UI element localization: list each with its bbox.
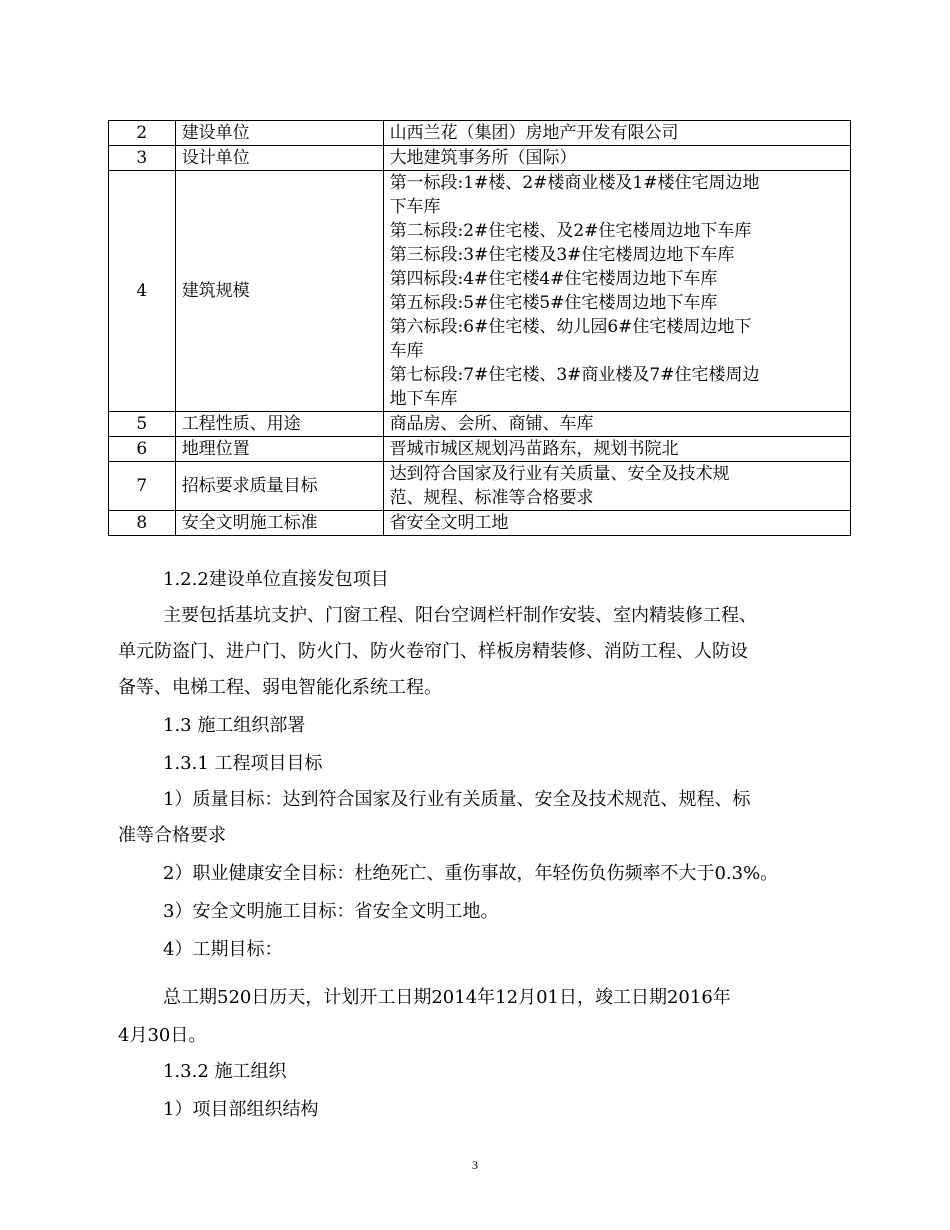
goal-civilized: 3）安全文明施工目标：省安全文明工地。 <box>163 901 499 922</box>
row-label: 建筑规模 <box>175 171 383 412</box>
paragraph-line: 单元防盗门、进户门、防火门、防火卷帘门、样板房精装修、消防工程、人防设 <box>118 641 748 662</box>
value-line: 第三标段:3#住宅楼及3#住宅楼周边地下车库 <box>389 245 735 265</box>
row-number: 6 <box>109 437 176 462</box>
value-line: 省安全文明工地 <box>389 513 509 533</box>
schedule-line: 总工期520日历天，计划开工日期2014年12月01日，竣工日期2016年 <box>163 987 731 1008</box>
value-line: 达到符合国家及行业有关质量、安全及技术规 <box>389 464 730 484</box>
row-number: 5 <box>109 412 176 437</box>
row-value <box>383 121 850 146</box>
row-label: 招标要求质量目标 <box>175 462 383 511</box>
value-line: 商品房、会所、商铺、车库 <box>389 414 594 434</box>
value-line: 车库 <box>389 341 424 361</box>
value-line: 第五标段:5#住宅楼5#住宅楼周边地下车库 <box>389 293 718 313</box>
value-line: 第二标段:2#住宅楼、及2#住宅楼周边地下车库 <box>389 221 752 241</box>
row-number: 8 <box>109 511 176 536</box>
page-number: 3 <box>472 1158 478 1172</box>
value-line: 第一标段:1#楼、2#楼商业楼及1#楼住宅周边地 <box>389 173 760 193</box>
row-value <box>383 462 850 511</box>
value-line: 第四标段:4#住宅楼4#住宅楼周边地下车库 <box>389 269 718 289</box>
value-line: 大地建筑事务所（国际） <box>389 148 577 168</box>
value-line: 范、规程、标准等合格要求 <box>389 488 594 508</box>
row-value <box>383 437 850 462</box>
row-number: 3 <box>109 146 176 171</box>
value-line: 第六标段:6#住宅楼、幼儿园6#住宅楼周边地下 <box>389 317 752 337</box>
goal-quality-line: 准等合格要求 <box>118 825 226 846</box>
row-value <box>383 171 850 412</box>
row-number: 7 <box>109 462 176 511</box>
row-value <box>383 146 850 171</box>
value-line: 晋城市城区规划冯苗路东，规划书院北 <box>389 439 679 459</box>
goal-safety: 2）职业健康安全目标：杜绝死亡、重伤事故，年轻伤负伤频率不大于0.3%。 <box>163 863 779 884</box>
row-label: 建设单位 <box>175 121 383 146</box>
paragraph-line: 主要包括基坑支护、门窗工程、阳台空调栏杆制作安装、室内精装修工程、 <box>163 605 757 626</box>
table-row <box>109 121 851 146</box>
value-line: 下车库 <box>389 197 441 217</box>
goal-quality-line: 1）质量目标：达到符合国家及行业有关质量、安全及技术规范、规程、标 <box>163 789 751 810</box>
row-value <box>383 511 850 536</box>
row-label: 工程性质、用途 <box>175 412 383 437</box>
table-row <box>109 437 851 462</box>
paragraph-line: 备等、电梯工程、弱电智能化系统工程。 <box>118 677 442 698</box>
section-heading-1-3-2: 1.3.2 施工组织 <box>163 1061 287 1082</box>
row-label: 安全文明施工标准 <box>175 511 383 536</box>
row-number: 2 <box>109 121 176 146</box>
row-number: 4 <box>109 171 176 412</box>
section-heading-1-3-1: 1.3.1 工程项目目标 <box>163 753 323 774</box>
table-row <box>109 412 851 437</box>
project-info-table <box>108 120 851 536</box>
table-row <box>109 146 851 171</box>
value-line: 第七标段:7#住宅楼、3#商业楼及7#住宅楼周边 <box>389 365 760 385</box>
org-structure-heading: 1）项目部组织结构 <box>163 1099 319 1120</box>
row-label: 地理位置 <box>175 437 383 462</box>
row-label: 设计单位 <box>175 146 383 171</box>
goal-schedule: 4）工期目标： <box>163 939 283 960</box>
value-line: 山西兰花（集团）房地产开发有限公司 <box>389 123 679 143</box>
section-heading-1-2-2: 1.2.2建设单位直接发包项目 <box>163 569 389 590</box>
table-row <box>109 511 851 536</box>
row-value <box>383 412 850 437</box>
section-heading-1-3: 1.3 施工组织部署 <box>163 715 306 736</box>
value-line: 地下车库 <box>389 389 458 409</box>
table-row <box>109 462 851 511</box>
schedule-line: 4月30日。 <box>118 1025 207 1046</box>
table-row <box>109 171 851 412</box>
